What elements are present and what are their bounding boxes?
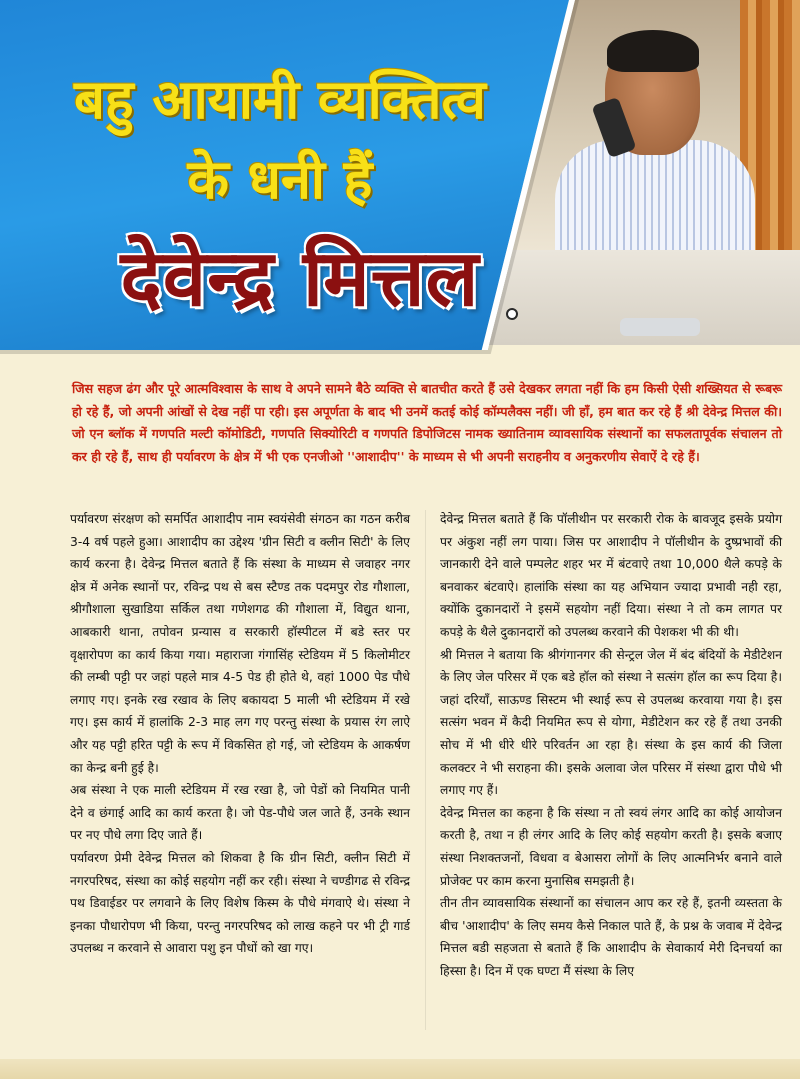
right-paragraph-2: श्री मित्तल ने बताया कि श्रीगंगानगर की सेन्ट्रल जेल में बंद बंदियों के मेडीटेशन के लिए जेल परिसर में एक बडे हॉल को संस्था ने सत्संग हॉल का रूप दिया है। जहां दरियॉं, साऊण्ड सिस्टम भी स्थाई रूप से उपलब्ध करवाया गया है। इस सत्संग भवन में कैदी नियमित रूप से योगा, मेडीटेशन कर रहे हैं तथा उनकी सोच में भी धीरे धीरे परिवर्तन आ रहा है। संस्था के इस कार्य की जिला कलक्टर ने भी सराहना की। इसके अलावा जेल परिसर में संस्था द्वारा पौधे भी लगाए गए हैं। — [440, 647, 782, 798]
right-paragraph-4: तीन तीन व्यावसायिक संस्थानों का संचालन आप कर रहे हैं, इतनी व्यस्तता के बीच 'आशादीप' के लिए समय कैसे निकाल पाते हैं, के प्रश्न के जवाब में देवेन्द्र मित्तल बडी सहजता से बताते हैं कि आशादीप के सेवाकार्य मेरी दिनचर्या का हिस्सा है। दिन में एक घण्टा मैं संस्था के लिए — [440, 896, 782, 978]
man-hair-graphic — [607, 30, 699, 72]
right-paragraph-1: देवेन्द्र मित्तल बताते हैं कि पॉलीथीन पर सरकारी रोक के बावजूद इसके प्रयोग पर अंकुश नहीं लग पाया। जिस पर आशादीप ने पॉलीथीन के दुष्प्रभावों की जानकारी देने वाले पम्पलेट शहर भर में बंटवाऐ तथा 10,000 थैले कपड़े के बनवाकर बंटवाऐ। हालांकि संस्था का यह अभियान ज्यादा प्रभावी नही रहा, क्योंकि दुकानदारों ने इसमें सहयोग नहीं दिया। संस्था ने तो कम लागत पर कपड़े के थैले दुकानदारों को उपलब्ध करवाने की पेशकश भी की थी। — [440, 512, 782, 639]
headline-name: देवेन्द्र मित्तल — [120, 234, 480, 324]
headline-line-1: बहु आयामी व्यक्तित्व — [74, 68, 486, 131]
left-paragraph-2: अब संस्था ने एक माली स्टेडियम में रख रखा है, जो पेडों को नियमित पानी देने व छंगाई आदि का कार्य करता है। जो पेड-पौधे जल जाते हैं, उनके स्थान पर नए पौधे लगा दिए जाते हैं। — [70, 783, 410, 843]
left-paragraph-3: पर्यावरण प्रेमी देवेन्द्र मित्तल को शिकवा है कि ग्रीन सिटी, क्लीन सिटी में नगरपरिषद, संस्था का कोई सहयोग नहीं कर रही। संस्था ने चण्डीगढ से रविन्द्र पथ डिवाईडर पर लगवाने के लिए विशेष किस्म के पौधे मंगवाऐ थे। संस्था ने इनका पौधारोपण भी किया, परन्तु नगरपरिषद को लाख कहने पर भी ट्री गार्ड उपलब्ध न करवाने से आवारा पशु इन पौधों को खा गए। — [70, 850, 410, 956]
circle-mark-icon — [506, 308, 518, 320]
headline-line-2: के धनी हैं — [187, 148, 373, 211]
column-divider — [425, 510, 426, 1030]
right-paragraph-3: देवेन्द्र मित्तल का कहना है कि संस्था न तो स्वयं लंगर आदि का कोई आयोजन करती है, तथा न ही लंगर आदि के लिए कोई सहयोग करती है। इसके बजाए संस्था निशक्तजनों, विधवा व बेआसरा लोगों के लिए आत्मनिर्भर बनाने वाले प्रोजेक्ट पर काम करना मुनासिब समझती है। — [440, 805, 782, 888]
remote-icon — [620, 318, 700, 336]
intro-paragraph: जिस सहज ढंग और पूरे आत्मविश्वास के साथ वे अपने सामने बैठे व्यक्ति से बातचीत करते हैं उसे देखकर लगता नहीं कि हम किसी ऐसी शख्सियत से रूबरू हो रहे हैं, जो अपनी आंखों से देख नहीं पा रही। इस अपूर्णता के बाद भी उनमें कतई कोई कॉम्पलैक्स नहीं। जी हाँ, हम बात कर रहे हैं श्री देवेन्द्र मित्तल की। जो एन ब्लॉक में गणपति मल्टी कॉमोडिटी, गणपति सिक्योरिटी व गणपति डिपोजिटस नामक ख्यातिनाम व्यावसायिक संस्थानों का सफलतापूर्वक संचालन तो कर ही रहे हैं, साथ ही पर्यावरण के क्षेत्र में भी एक एनजीओ ''आशादीप'' के माध्यम से भी अपनी सराहनीय व अनुकरणीय सेवाऐं दे रहे हैं। — [72, 381, 782, 464]
left-paragraph-1: पर्यावरण संरक्षण को समर्पित आशादीप नाम स्वयंसेवी संगठन का गठन करीब 3-4 वर्ष पहले हुआ। आशादीप का उद्देश्य 'ग्रीन सिटी व क्लीन सिटी' के लिए कार्य करना है। देवेन्द्र मित्तल बताते हैं कि संस्था के माध्यम से जवाहर नगर क्षेत्र में अनेक स्थानों पर, रविन्द्र पथ से बस स्टैण्ड तक पदमपुर रोड गौशाला, श्रीगौशाला सुखाडिया सर्किल तथा गणेशगढ की गौशाला में, विद्युत थाना, आबकारी थाना, तपोवन प्रन्यास व सरकारी हॉस्पीटल में बडे स्तर पर वृक्षारोपण का कार्य किया गया। महाराजा गंगासिंह स्टेडियम में 5 किलोमीटर की लम्बी पट्टी पर जहां पहले मात्र 4-5 पेड ही होते थे, वहां 1000 पेड पौधे लगाए गए। इनके रख रखाव के लिए बकायदा 5 माली भी स्टेडियम में रखे गए। इस कार्य में हालांकि 2-3 माह लग गए परन्तु संस्था के प्रयास रंग लाऐ और यह पट्टी हरित पट्टी के रूप में विकसित हो गई, जो स्टेडियम के आकर्षण का केन्द्र बनी हुई है। — [70, 512, 410, 775]
bottom-band — [0, 1059, 800, 1079]
left-column — [70, 508, 410, 960]
right-column — [440, 508, 782, 982]
